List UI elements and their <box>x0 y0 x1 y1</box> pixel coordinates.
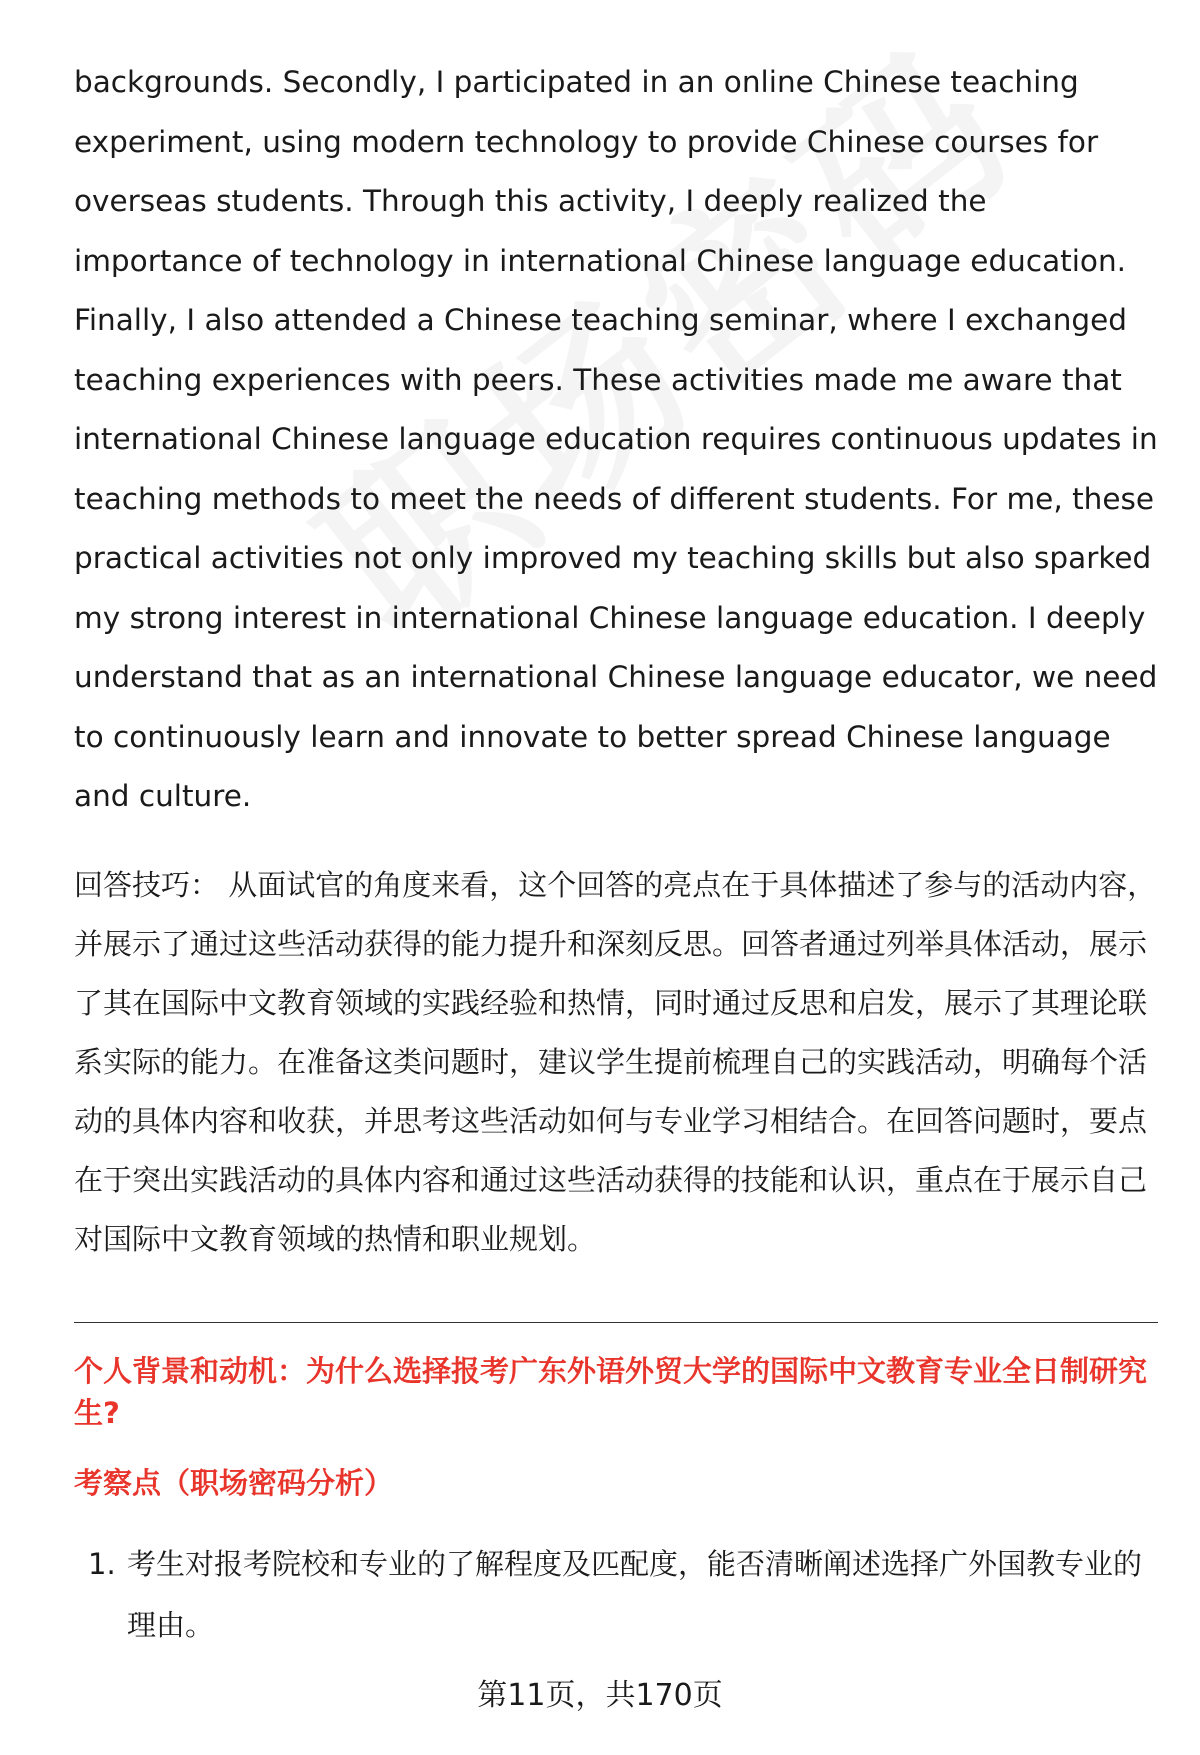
list-item-text: 考生对报考院校和专业的了解程度及匹配度，能否清晰阐述选择广外国教专业的理由。 <box>127 1547 1143 1642</box>
answer-tips <box>74 856 1159 1269</box>
tips-text: 从面试官的角度来看，这个回答的亮点在于具体描述了参与的活动内容，并展示了通过这些活动获得的能力提升和深刻反思。回答者通过列举具体活动，展示了其在国际中文教育领域的实践经验和热情，同时通过反思和启发，展示了其理论联系实际的能力。在准备这类问题时，建议学生提前梳理自己的实践活动，明确每个活动的具体内容和收获，并思考这些活动如何与专业学习相结合。在回答问题时，要点在于突出实践活动的具体内容和通过这些活动获得的技能和认识，重点在于展示自己对国际中文教育领域的热情和职业规划。 <box>74 868 1157 1256</box>
section-divider <box>74 1322 1158 1323</box>
page-footer: 第11页，共170页 <box>477 1678 723 1713</box>
section-heading: 考察点（职场密码分析） <box>74 1466 394 1500</box>
list-item-number: 1. <box>88 1547 116 1581</box>
points-list <box>74 1534 1164 1656</box>
tips-label: 回答技巧： <box>74 868 220 902</box>
list-item <box>74 1534 1164 1656</box>
answer-body-text: backgrounds. Secondly, I participated in an online Chinese teaching experiment, using modern technology to provide Chinese courses for overseas students. Through this activity, I deeply realized the importance of technology in international Chinese language education. Finally, I also attended a Chinese teaching seminar, where I exchanged teaching experiences with peers. These activities made me aware that international Chinese language education requires continuous updates in teaching methods to meet the needs of different students. For me, these practical activities not only improved my teaching skills but also sparked my strong interest in international Chinese language education. I deeply understand that as an international Chinese language educator, we need to continuously learn and innovate to better spread Chinese language and culture. <box>74 65 1158 813</box>
question-heading: 个人背景和动机：为什么选择报考广东外语外贸大学的国际中文教育专业全日制研究生? <box>74 1354 1148 1430</box>
